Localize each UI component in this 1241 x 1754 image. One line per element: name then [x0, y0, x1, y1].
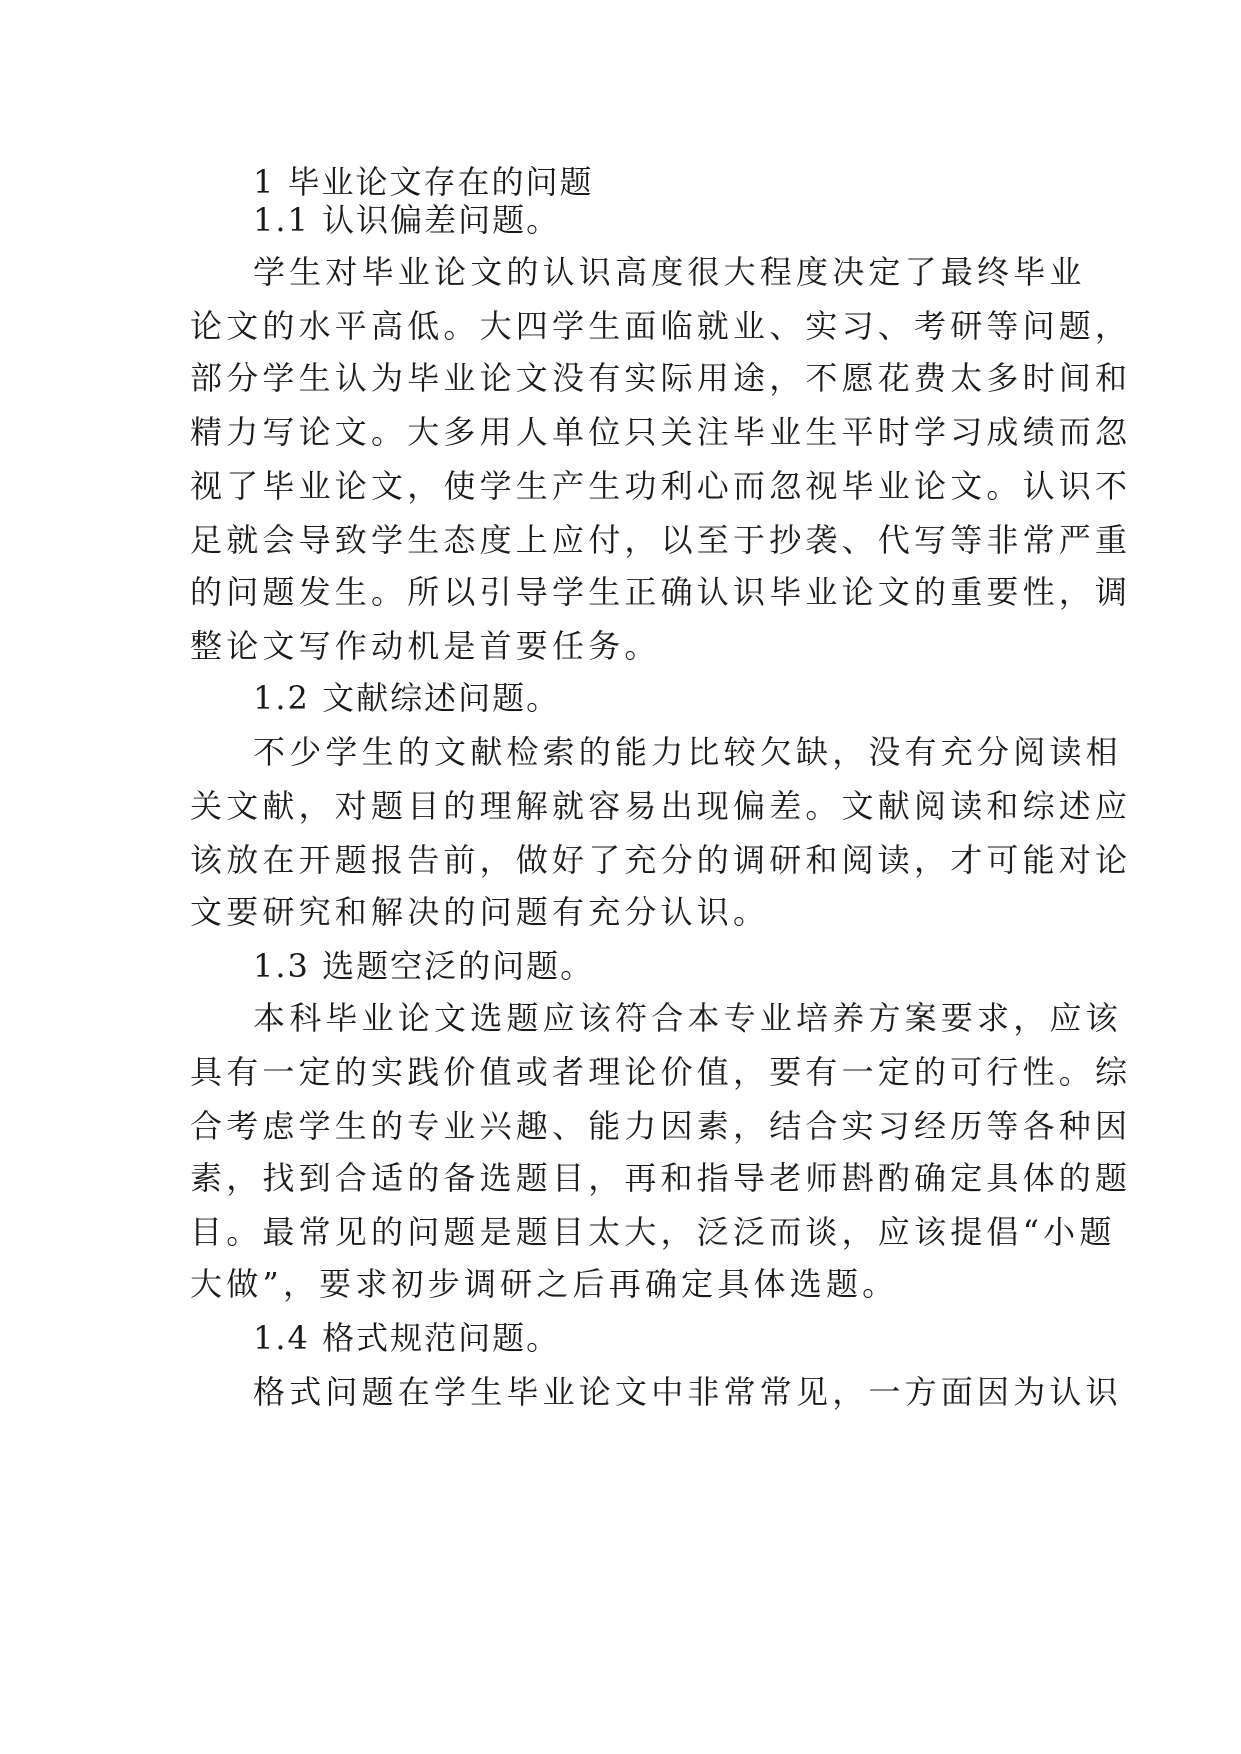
paragraph-line: 关文献，对题目的理解就容易出现偏差。文献阅读和综述应: [190, 787, 1132, 825]
paragraph-line: 足就会导致学生态度上应付，以至于抄袭、代写等非常严重: [190, 521, 1132, 559]
paragraph-line: 大做”，要求初步调研之后再确定具体选题。: [190, 1265, 899, 1303]
paragraph-line: 合考虑学生的专业兴趣、能力因素，结合实习经历等各种因: [190, 1107, 1132, 1145]
paragraph-line: 的问题发生。所以引导学生正确认识毕业论文的重要性，调: [190, 573, 1132, 611]
paragraph-line: 目。最常见的问题是题目太大，泛泛而谈，应该提倡“小题: [190, 1213, 1116, 1251]
section-heading-1: 1 毕业论文存在的问题: [253, 163, 594, 201]
paragraph-line: 文要研究和解决的问题有充分认识。: [190, 893, 770, 931]
subsection-heading-1-2: 1.2 文献综述问题。: [253, 679, 561, 717]
paragraph-line: 部分学生认为毕业论文没有实际用途，不愿花费太多时间和: [190, 359, 1132, 397]
subsection-heading-1-1: 1.1 认识偏差问题。: [253, 201, 561, 239]
subsection-heading-1-4: 1.4 格式规范问题。: [253, 1319, 561, 1357]
paragraph-line: 该放在开题报告前，做好了充分的调研和阅读，才可能对论: [190, 841, 1132, 879]
paragraph-line: 精力写论文。大多用人单位只关注毕业生平时学习成绩而忽: [190, 413, 1132, 451]
paragraph-line: 本科毕业论文选题应该符合本专业培养方案要求，应该: [253, 999, 1122, 1037]
paragraph-line: 论文的水平高低。大四学生面临就业、实习、考研等问题，: [190, 307, 1132, 345]
paragraph-line: 视了毕业论文，使学生产生功利心而忽视毕业论文。认识不: [190, 467, 1132, 505]
paragraph-line: 格式问题在学生毕业论文中非常常见，一方面因为认识: [253, 1373, 1122, 1411]
paragraph-line: 具有一定的实践价值或者理论价值，要有一定的可行性。综: [190, 1053, 1132, 1091]
paragraph-line: 不少学生的文献检索的能力比较欠缺，没有充分阅读相: [253, 733, 1122, 771]
paragraph-line: 学生对毕业论文的认识高度很大程度决定了最终毕业: [253, 253, 1086, 291]
subsection-heading-1-3: 1.3 选题空泛的问题。: [253, 947, 595, 985]
paragraph-line: 整论文写作动机是首要任务。: [190, 627, 661, 665]
paragraph-line: 素，找到合适的备选题目，再和指导老师斟酌确定具体的题: [190, 1159, 1132, 1197]
